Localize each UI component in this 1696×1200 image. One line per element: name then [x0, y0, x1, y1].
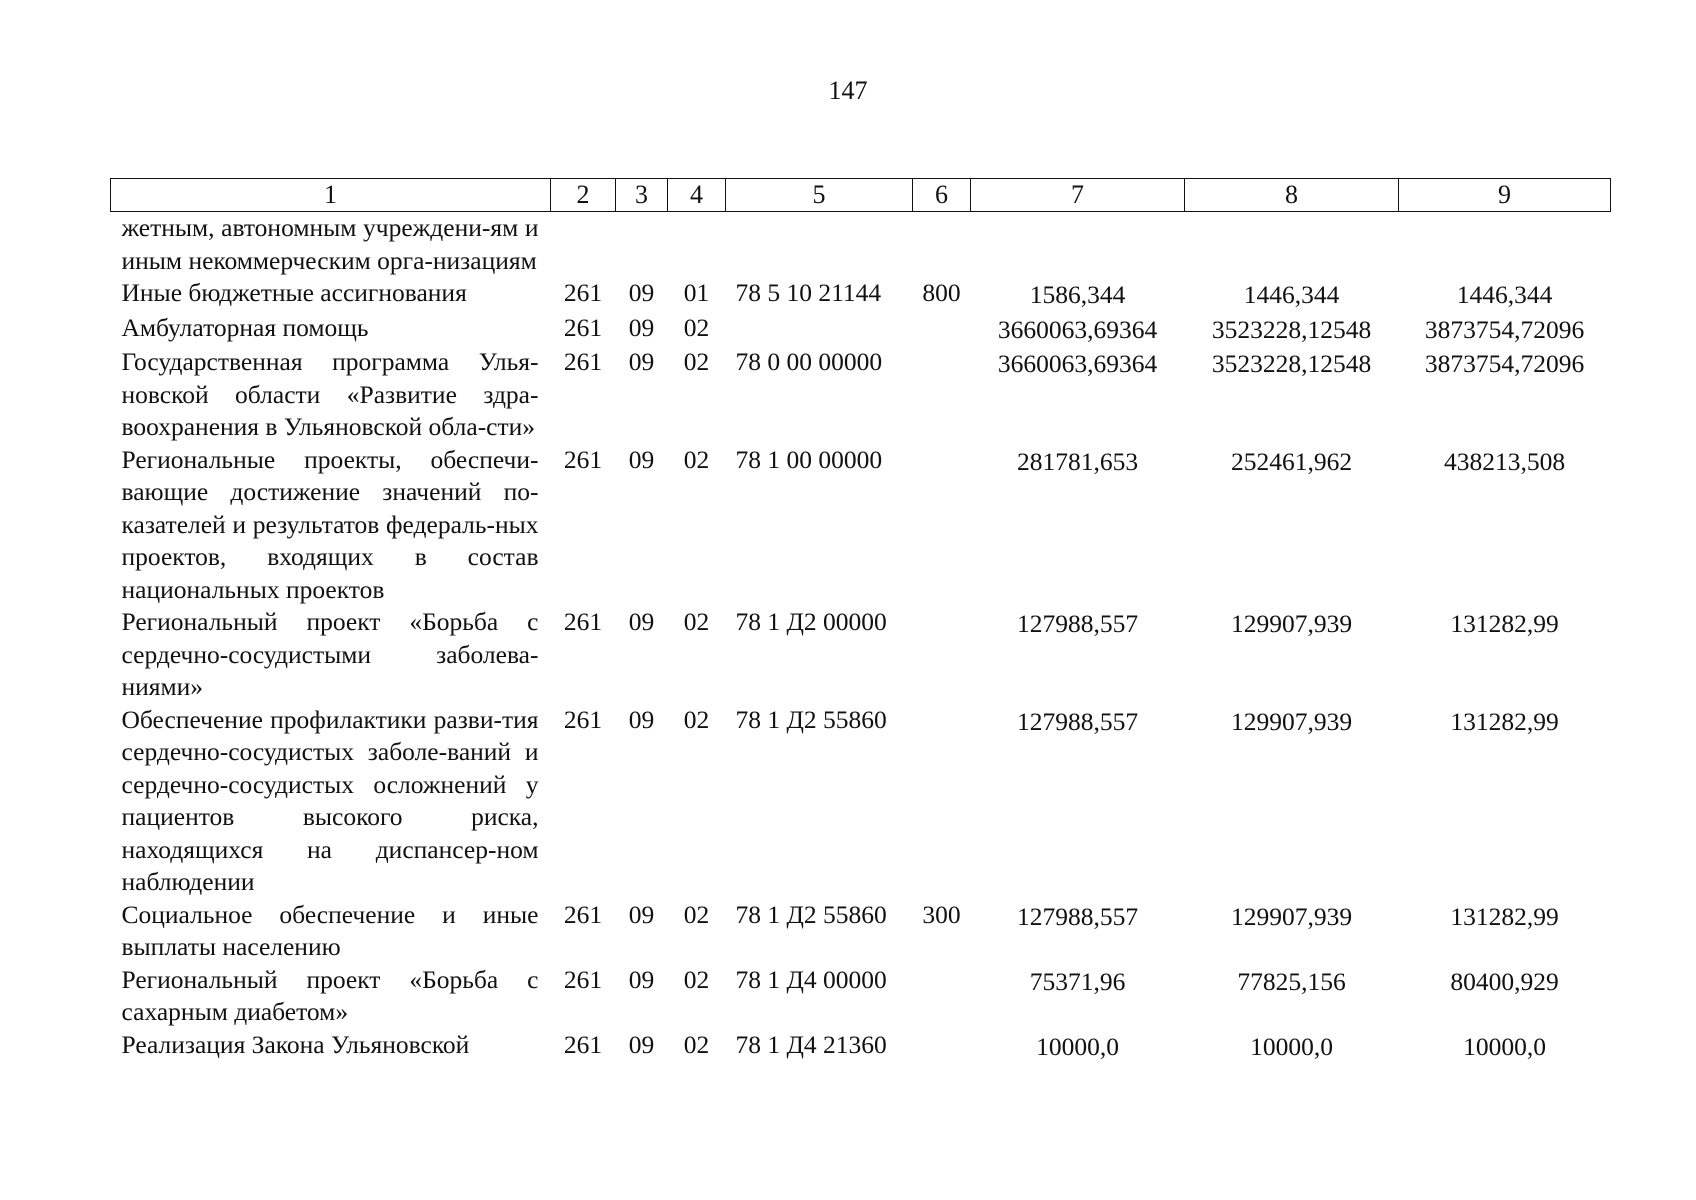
- cell-amount-9: 3873754,72096: [1424, 314, 1585, 344]
- cell-code-5: 78 1 Д2 55860: [735, 704, 887, 734]
- cell-code-6: [913, 606, 971, 704]
- cell-code-2: 261: [563, 704, 603, 734]
- cell-code-6: 300: [922, 899, 961, 929]
- cell-amount-9: 131282,99: [1450, 706, 1559, 736]
- cell-code-2: 261: [563, 899, 603, 929]
- cell-code-2: 261: [563, 1029, 603, 1059]
- table-row: [111, 277, 1611, 312]
- column-header: 8: [1185, 179, 1399, 212]
- cell-amount-9: 80400,929: [1450, 966, 1559, 996]
- row-name: Иные бюджетные ассигнования: [121, 278, 467, 307]
- cell-amount-7: 10000,0: [1036, 1031, 1119, 1061]
- table-row: [111, 606, 1611, 704]
- cell-code-2: 261: [563, 607, 603, 636]
- cell-amount-7: 127988,557: [1016, 901, 1139, 931]
- cell-amount-8: 129907,939: [1230, 609, 1353, 638]
- cell-amount-7: 3660063,69364: [997, 314, 1158, 344]
- row-name: Региональный проект «Борьба с сердечно-сосудистыми заболева-ниями»: [121, 607, 539, 701]
- cell-amount-7: 1586,344: [1029, 280, 1126, 309]
- cell-code-6: [913, 964, 971, 1029]
- cell-amount-9: [1399, 212, 1611, 278]
- cell-amount-9: 131282,99: [1450, 609, 1559, 638]
- cell-code-2: 261: [563, 278, 603, 307]
- cell-amount-7: [971, 212, 1185, 278]
- cell-code-5: 78 1 00 00000: [735, 444, 883, 474]
- row-name: Региональный проект «Борьба с сахарным диабетом»: [121, 964, 539, 1026]
- cell-code-6: [913, 212, 971, 278]
- cell-amount-9: 3873754,72096: [1424, 349, 1585, 378]
- cell-code-6: 800: [922, 278, 961, 307]
- cell-code-6: [913, 444, 971, 607]
- cell-code-3: 09: [628, 704, 655, 734]
- cell-code-3: 09: [628, 312, 655, 342]
- cell-code-2: 261: [563, 964, 603, 994]
- page-number: 147: [828, 76, 868, 105]
- table-row: [111, 212, 1611, 278]
- cell-code-3: 09: [628, 278, 655, 307]
- cell-code-3: 09: [628, 607, 655, 636]
- cell-code-4: 02: [683, 347, 710, 376]
- cell-code-3: 09: [628, 347, 655, 376]
- cell-code-4: 02: [683, 1029, 710, 1059]
- cell-code-2: 261: [563, 444, 603, 474]
- table-header: [111, 179, 1611, 212]
- table-row: [111, 346, 1611, 444]
- table-row: [111, 704, 1611, 899]
- table-row: [111, 312, 1611, 347]
- cell-amount-8: 129907,939: [1230, 706, 1353, 736]
- cell-code-5: 78 5 10 21144: [735, 278, 882, 307]
- table-row: [111, 1029, 1611, 1064]
- cell-code-5: 78 0 00 00000: [735, 347, 883, 376]
- cell-code-6: [913, 346, 971, 444]
- table-row: [111, 899, 1611, 964]
- table-row: [111, 964, 1611, 1029]
- cell-code-4: 02: [683, 607, 710, 636]
- column-header: 9: [1399, 179, 1611, 212]
- cell-code-5: [726, 212, 913, 278]
- budget-table: [110, 178, 1611, 1063]
- cell-code-6: [913, 1029, 971, 1064]
- cell-amount-8: [1185, 212, 1399, 278]
- cell-amount-7: 127988,557: [1016, 609, 1139, 638]
- cell-amount-9: 438213,508: [1443, 446, 1566, 476]
- cell-code-5: 78 1 Д4 00000: [735, 964, 887, 994]
- cell-amount-9: 1446,344: [1456, 280, 1553, 309]
- cell-amount-8: 252461,962: [1230, 446, 1353, 476]
- cell-code-4: 02: [683, 704, 710, 734]
- cell-code-5: 78 1 Д4 21360: [735, 1029, 887, 1059]
- cell-code-6: [913, 704, 971, 899]
- cell-code-3: [616, 212, 668, 278]
- cell-code-4: 02: [683, 964, 710, 994]
- cell-amount-7: 281781,653: [1016, 446, 1139, 476]
- cell-amount-8: 3523228,12548: [1211, 314, 1372, 344]
- table-row: [111, 444, 1611, 607]
- row-name: Государственная программа Улья-новской области «Развитие здра-воохранения в Ульяновской обла-сти»: [121, 347, 539, 441]
- cell-code-5: [726, 312, 913, 347]
- row-name: Реализация Закона Ульяновской: [121, 1029, 470, 1059]
- column-header: 1: [111, 179, 551, 212]
- cell-amount-8: 3523228,12548: [1211, 349, 1372, 378]
- cell-code-3: 09: [628, 444, 655, 474]
- cell-amount-8: 10000,0: [1250, 1031, 1333, 1061]
- cell-amount-7: 127988,557: [1016, 706, 1139, 736]
- column-header: 2: [551, 179, 616, 212]
- row-name: Амбулаторная помощь: [121, 312, 369, 342]
- column-header: 5: [726, 179, 913, 212]
- cell-amount-9: 10000,0: [1463, 1031, 1546, 1061]
- cell-code-4: 02: [683, 312, 710, 342]
- cell-code-3: 09: [628, 964, 655, 994]
- cell-code-3: 09: [628, 1029, 655, 1059]
- cell-code-4: 01: [683, 278, 710, 307]
- table-body: [111, 212, 1611, 1064]
- cell-amount-8: 129907,939: [1230, 901, 1353, 931]
- header-row: [111, 179, 1611, 212]
- cell-code-2: 261: [563, 312, 603, 342]
- cell-code-4: [668, 212, 726, 278]
- column-header: 6: [913, 179, 971, 212]
- cell-code-5: 78 1 Д2 00000: [735, 607, 887, 636]
- row-name: Обеспечение профилактики разви-тия сердечно-сосудистых заболе-ваний и сердечно-сосудистых осложнений у пациентов высокого риска, находящихся на диспансер-ном наблюдении: [121, 704, 539, 896]
- row-name: Региональные проекты, обеспечи-вающие достижение значений по-казателей и результатов федераль-ных проектов, входящих в состав национальных проектов: [121, 444, 539, 604]
- cell-code-2: 261: [563, 347, 603, 376]
- row-name: жетным, автономным учреждени-ям и иным некоммерческим орга-низациям: [121, 213, 539, 275]
- column-header: 7: [971, 179, 1185, 212]
- cell-code-6: [913, 312, 971, 347]
- cell-amount-7: 3660063,69364: [997, 349, 1158, 378]
- row-name: Социальное обеспечение и иные выплаты населению: [121, 899, 539, 961]
- cell-code-4: 02: [683, 444, 710, 474]
- column-header: 4: [668, 179, 726, 212]
- cell-amount-7: 75371,96: [1029, 966, 1126, 996]
- cell-code-4: 02: [683, 899, 710, 929]
- cell-amount-8: 1446,344: [1243, 280, 1340, 309]
- cell-code-2: [551, 212, 616, 278]
- cell-amount-9: 131282,99: [1450, 901, 1559, 931]
- cell-code-3: 09: [628, 899, 655, 929]
- column-header: 3: [616, 179, 668, 212]
- cell-amount-8: 77825,156: [1237, 966, 1346, 996]
- cell-code-5: 78 1 Д2 55860: [735, 899, 887, 929]
